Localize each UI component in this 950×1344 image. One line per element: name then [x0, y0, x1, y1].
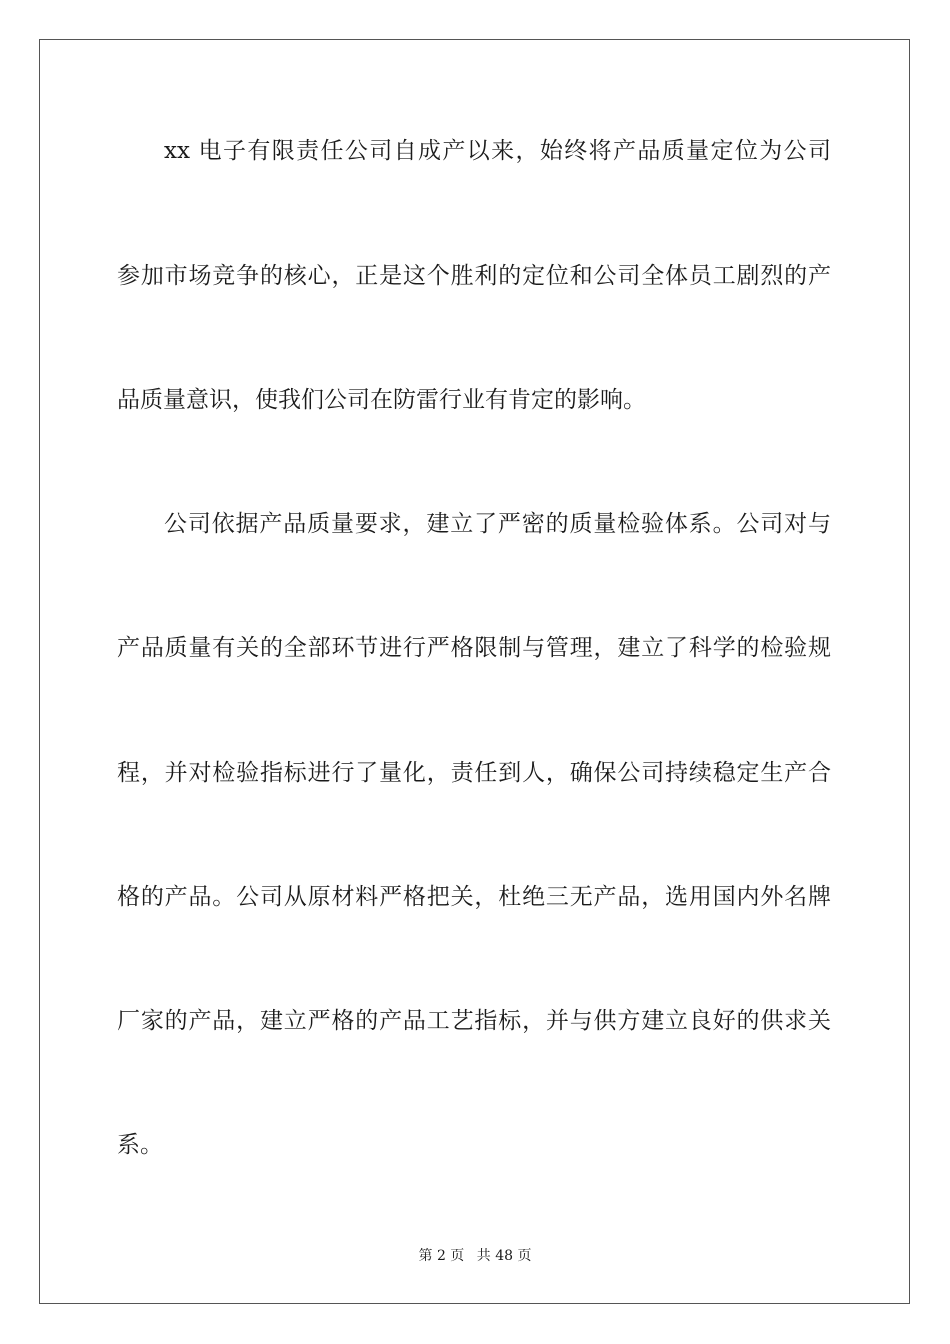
paragraph-2-line-2: 产品质量有关的全部环节进行严格限制与管理，建立了科学的检验规	[117, 635, 831, 661]
paragraph-1-line-1: xx 电子有限责任公司自成产以来，始终将产品质量定位为公司	[164, 138, 831, 164]
paragraph-2-line-1: 公司依据产品质量要求，建立了严密的质量检验体系。公司对与	[164, 511, 831, 537]
paragraph-2-line-6: 系。	[117, 1132, 163, 1158]
paragraph-2-line-3: 程，并对检验指标进行了量化，责任到人，确保公司持续稳定生产合	[117, 760, 831, 786]
paragraph-1-line-3: 品质量意识，使我们公司在防雷行业有肯定的影响。	[117, 387, 646, 413]
page-border	[39, 39, 910, 1304]
paragraph-2-line-4: 格的产品。公司从原材料严格把关，杜绝三无产品，选用国内外名牌	[117, 884, 831, 910]
page-footer	[0, 1246, 950, 1266]
paragraph-1-line-2: 参加市场竞争的核心，正是这个胜利的定位和公司全体员工剧烈的产	[117, 263, 831, 289]
page-number: 第 2 页	[418, 1248, 465, 1264]
total-pages: 共 48 页	[476, 1248, 532, 1264]
paragraph-2-line-5: 厂家的产品，建立严格的产品工艺指标，并与供方建立良好的供求关	[117, 1008, 831, 1034]
